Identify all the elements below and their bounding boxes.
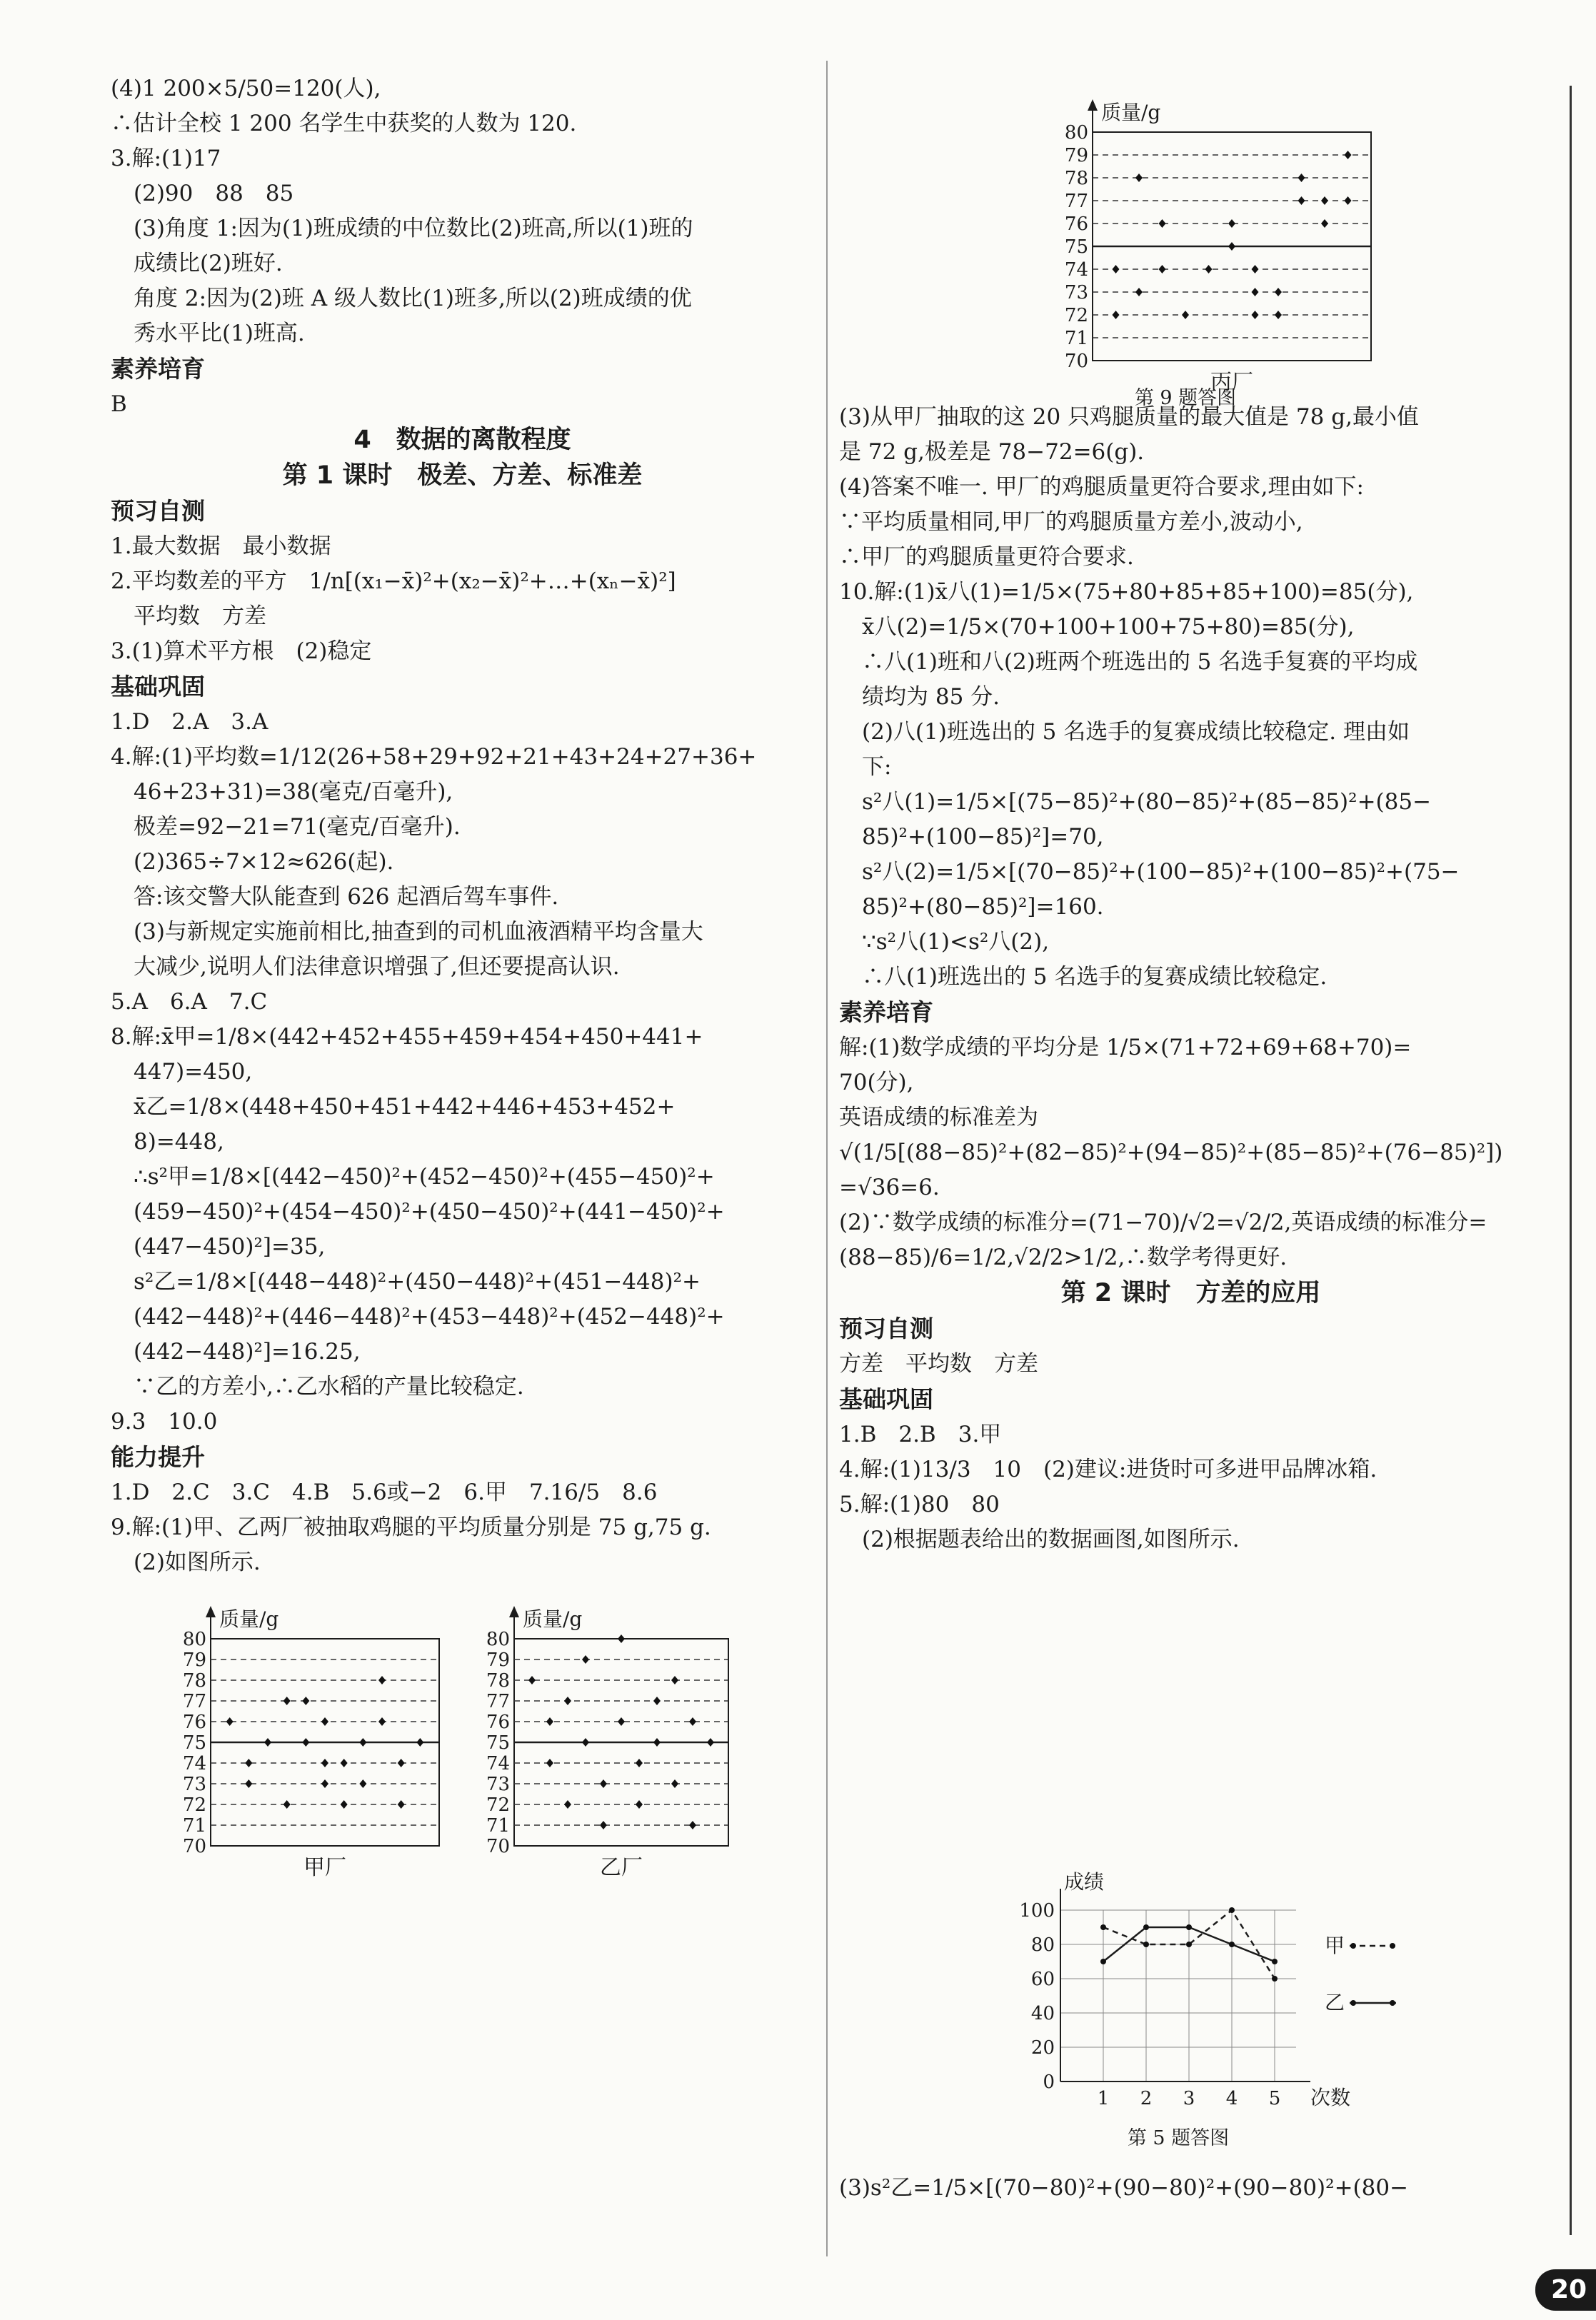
left-line-17: 基础巩固 [111,673,205,700]
y-tick-label: 73 [1064,282,1088,303]
left-line-10: 4 数据的离散程度 [353,426,571,454]
data-point [1113,311,1120,319]
y-tick-label: 79 [1064,145,1088,166]
series-point [1100,1959,1106,1964]
data-point [359,1779,366,1788]
right-line-1: 是 72 g,极差是 78−72=6(g). [839,439,1145,465]
data-point [689,1717,696,1726]
data-point [528,1676,536,1684]
left-line-15: 平均数 方差 [134,603,266,629]
right-line-14: 85)²+(80−85)²]=160. [862,894,1104,920]
y-tick-label: 80 [182,1629,206,1650]
left-line-8: 素养培育 [111,355,205,383]
x-tick-label: 4 [1225,2088,1238,2109]
left-line-33: (447−450)²]=35, [134,1234,326,1260]
series-point [1143,1924,1149,1930]
data-point [671,1676,678,1684]
y-tick-label: 20 [1030,2037,1055,2059]
right-line-31: 5.解:(1)80 80 [839,1492,1000,1517]
y-tick-label: 71 [182,1815,206,1837]
data-point [1135,174,1143,182]
right-line-19: 70(分), [839,1070,914,1095]
right-line-5: 10.解:(1)x̄八(1)=1/5×(75+80+85+85+100)=85(分), [839,579,1414,605]
left-line-12: 预习自测 [111,497,205,525]
left-line-14: 2.平均数差的平方 1/n[(x₁−x̄)²+(x₂−x̄)²+…+(xₙ−x̄)²] [111,568,676,594]
left-line-11: 第 1 课时 极差、方差、标准差 [282,461,643,490]
y-tick-label: 71 [486,1815,510,1837]
data-point [1228,242,1235,251]
chart-bing-factory [1043,79,1400,400]
y-axis-label: 质量/g [1101,101,1161,124]
y-axis-label: 质量/g [219,1607,279,1631]
left-line-42: (2)如图所示. [134,1550,261,1575]
data-point [226,1717,234,1726]
y-tick-label: 78 [486,1670,510,1692]
data-point [600,1779,607,1788]
data-point [1159,265,1166,273]
left-line-3: (2)90 88 85 [134,181,294,206]
left-line-16: 3.(1)算术平方根 (2)稳定 [111,638,372,664]
y-tick-label: 72 [486,1794,510,1816]
data-point [1275,311,1282,319]
legend-label: 甲 [1325,1934,1345,1957]
y-tick-label: 74 [1064,259,1088,281]
data-point [321,1717,328,1726]
data-point [1345,151,1352,159]
data-point [1228,219,1235,228]
data-point [1298,174,1305,182]
data-point [1135,288,1143,296]
data-point [689,1821,696,1829]
right-line-23: (2)∵数学成绩的标准分=(71−70)/√2=√2/2,英语成绩的标准分= [839,1210,1487,1235]
left-line-20: 46+23+31)=38(毫克/百毫升), [134,779,453,805]
series-point [1100,1924,1106,1930]
data-point [671,1779,678,1788]
data-point [321,1779,328,1788]
right-line-0: (3)从甲厂抽取的这 20 只鸡腿质量的最大值是 78 g,最小值 [839,404,1419,430]
left-line-32: (459−450)²+(454−450)²+(450−450)²+(441−450)²+ [134,1199,725,1225]
data-point [1252,288,1259,296]
data-point [636,1800,643,1809]
left-line-9: B [111,391,127,417]
right-line-24: (88−85)/6=1/2,√2/2>1/2,∴数学考得更好. [839,1245,1288,1270]
data-point [245,1779,252,1788]
series-point [1186,1942,1192,1947]
data-point [1321,196,1328,205]
data-point [1275,288,1282,296]
data-point [302,1738,309,1747]
left-line-22: (2)365÷7×12≈626(起). [134,849,394,875]
y-axis-label: 质量/g [523,1607,583,1631]
y-tick-label: 77 [486,1691,510,1712]
series-point [1229,1942,1235,1947]
y-tick-label: 72 [1064,305,1088,326]
caption-9: 第 9 题答图 [1134,387,1237,409]
left-line-2: 3.解:(1)17 [111,146,221,171]
y-tick-label: 60 [1030,1969,1055,1990]
data-point [600,1821,607,1829]
y-tick-label: 79 [486,1649,510,1671]
right-line-13: s²八(2)=1/5×[(70−85)²+(100−85)²+(100−85)²+(75− [862,859,1460,885]
data-point [1345,196,1352,205]
y-tick-label: 73 [182,1774,206,1795]
right-line-25: 第 2 课时 方差的应用 [1060,1279,1321,1307]
left-line-40: 1.D 2.C 3.C 4.B 5.6或−2 6.甲 7.16/5 8.6 [111,1480,658,1505]
right-line-10: 下: [862,754,892,780]
left-line-26: 5.A 6.A 7.C [111,989,268,1015]
left-line-7: 秀水平比(1)班高. [134,321,305,346]
y-tick-label: 73 [486,1774,510,1795]
left-line-30: 8)=448, [134,1129,224,1155]
series-point [1272,1959,1278,1964]
left-line-29: x̄乙=1/8×(448+450+451+442+446+453+452+ [134,1094,676,1120]
right-line-27: 方差 平均数 方差 [839,1351,1038,1377]
y-tick-label: 76 [182,1712,206,1733]
y-axis-arrow [206,1606,216,1617]
y-tick-label: 0 [1043,2072,1055,2093]
x-axis-label: 次数 [1310,2086,1351,2109]
y-tick-label: 70 [1064,351,1088,372]
y-tick-label: 72 [182,1794,206,1816]
column-divider [826,61,828,2256]
chart-title: 乙厂 [600,1855,643,1880]
data-point [564,1800,571,1809]
series-point [1186,1924,1192,1930]
series-point [1143,1942,1149,1947]
data-point [283,1697,291,1705]
y-tick-label: 79 [182,1649,206,1671]
y-tick-label: 77 [1064,191,1088,212]
data-point [1252,311,1259,319]
right-line-4: ∴甲厂的鸡腿质量更符合要求. [839,544,1134,570]
y-tick-label: 78 [1064,168,1088,189]
right-line-11: s²八(1)=1/5×[(75−85)²+(80−85)²+(85−85)²+(85− [862,789,1432,815]
data-point [546,1759,553,1767]
right-line-12: 85)²+(100−85)²]=70, [862,824,1104,850]
y-tick-label: 100 [1019,1900,1055,1922]
y-tick-label: 77 [182,1691,206,1712]
page-edge-line [1570,86,1572,2235]
left-line-41: 9.解:(1)甲、乙两厂被抽取鸡腿的平均质量分别是 75 g,75 g. [111,1515,711,1540]
y-tick-label: 75 [486,1732,510,1754]
legend-dot [1390,2000,1395,2006]
series-point [1229,1907,1235,1913]
y-tick-label: 76 [486,1712,510,1733]
left-line-31: ∴s²甲=1/8×[(442−450)²+(452−450)²+(455−450)²+ [134,1164,715,1190]
right-line-28: 基础巩固 [839,1385,933,1413]
left-line-24: (3)与新规定实施前相比,抽查到的司机血液酒精平均含量大 [134,919,703,945]
y-tick-label: 80 [1064,122,1088,144]
left-line-39: 能力提升 [111,1443,205,1471]
data-point [245,1759,252,1767]
y-tick-label: 80 [1030,1934,1055,1956]
left-line-37: ∵乙的方差小,∴乙水稻的产量比较稳定. [134,1374,524,1400]
left-line-5: 成绩比(2)班好. [134,251,283,276]
data-point [378,1676,386,1684]
y-tick-label: 78 [182,1670,206,1692]
x-tick-label: 1 [1097,2088,1110,2109]
right-line-20: 英语成绩的标准差为 [839,1105,1038,1130]
x-tick-label: 3 [1183,2088,1195,2109]
chart-question-5 [1000,1871,1442,2114]
left-line-13: 1.最大数据 最小数据 [111,533,331,559]
right-line-32: (2)根据题表给出的数据画图,如图所示. [862,1527,1240,1552]
right-line-3: ∵平均质量相同,甲厂的鸡腿质量方差小,波动小, [839,509,1303,535]
legend-dot [1350,2000,1356,2006]
data-point [1298,196,1305,205]
data-point [582,1738,589,1747]
legend-dot [1350,1943,1356,1949]
x-tick-label: 2 [1140,2088,1153,2109]
data-point [302,1697,309,1705]
left-line-6: 角度 2:因为(2)班 A 级人数比(1)班多,所以(2)班成绩的优 [134,286,692,311]
data-point [341,1800,348,1809]
right-line-2: (4)答案不唯一. 甲厂的鸡腿质量更符合要求,理由如下: [839,474,1364,500]
data-point [618,1717,625,1726]
data-point [1182,311,1189,319]
data-point [1113,265,1120,273]
data-point [264,1738,271,1747]
y-tick-label: 74 [486,1753,510,1774]
y-tick-label: 71 [1064,328,1088,349]
right-line-21: √(1/5[(88−85)²+(82−85)²+(94−85)²+(85−85)²+(76−85)²]) [839,1140,1503,1165]
data-point [618,1634,625,1643]
right-line-8: 绩均为 85 分. [862,684,1000,710]
right-line-9: (2)八(1)班选出的 5 名选手的复赛成绩比较稳定. 理由如 [862,719,1410,745]
data-point [378,1717,386,1726]
chart-title: 甲厂 [303,1855,346,1880]
right-line-18: 解:(1)数学成绩的平均分是 1/5×(71+72+69+68+70)= [839,1035,1412,1060]
right-line-30: 4.解:(1)13/3 10 (2)建议:进货时可多进甲品牌冰箱. [839,1457,1377,1482]
data-point [546,1717,553,1726]
x-tick-label: 5 [1268,2088,1281,2109]
data-point [582,1655,589,1664]
y-tick-label: 76 [1064,214,1088,235]
y-tick-label: 40 [1030,2003,1055,2024]
data-point [321,1759,328,1767]
right-line-22: =√36=6. [839,1175,940,1200]
left-line-38: 9.3 10.0 [111,1409,218,1435]
left-line-4: (3)角度 1:因为(1)班成绩的中位数比(2)班高,所以(1)班的 [134,216,693,241]
left-line-0: (4)1 200×5/50=120(人), [111,76,381,101]
right-line-7: ∴八(1)班和八(2)班两个班选出的 5 名选手复赛的平均成 [862,649,1418,675]
chart-group-9-jia-yi [111,1603,814,1882]
data-point [653,1738,661,1747]
data-point [1321,219,1328,228]
data-point [1205,265,1213,273]
data-point [283,1800,291,1809]
right-line-15: ∵s²八(1)<s²八(2), [862,929,1050,955]
right-line-6: x̄八(2)=1/5×(70+100+100+75+80)=85(分), [862,614,1355,640]
y-axis-arrow [509,1606,519,1617]
right-line-17: 素养培育 [839,998,933,1026]
data-point [707,1738,714,1747]
left-line-1: ∴估计全校 1 200 名学生中获奖的人数为 120. [111,111,577,136]
y-tick-label: 75 [1064,236,1088,258]
legend-label: 乙 [1325,1991,1345,2014]
left-line-19: 4.解:(1)平均数=1/12(26+58+29+92+21+43+24+27+36+ [111,744,757,770]
y-axis-label: 成绩 [1064,1870,1105,1894]
left-line-21: 极差=92−21=71(毫克/百毫升). [134,814,461,840]
data-point [1252,265,1259,273]
left-line-27: 8.解:x̄甲=1/8×(442+452+455+459+454+450+441+ [111,1024,703,1050]
legend-dot [1390,1943,1395,1949]
left-line-36: (442−448)²]=16.25, [134,1339,361,1365]
left-line-25: 大减少,说明人们法律意识增强了,但还要提高认识. [134,954,620,980]
right-column [839,400,1542,1557]
data-point [398,1800,405,1809]
data-point [416,1738,423,1747]
y-tick-label: 80 [486,1629,510,1650]
page-number: 20 [1535,2269,1596,2311]
y-axis-arrow [1088,99,1098,111]
chart-title: 丙厂 [1210,370,1253,395]
data-point [341,1759,348,1767]
data-point [653,1697,661,1705]
left-column [111,71,814,1580]
last-line: (3)s²乙=1/5×[(70−80)²+(90−80)²+(90−80)²+(80− [839,2175,1409,2201]
series-point [1272,1976,1278,1982]
y-tick-label: 70 [486,1836,510,1857]
left-line-23: 答:该交警大队能查到 626 起酒后驾车事件. [134,884,559,910]
caption-5: 第 5 题答图 [1127,2127,1230,2149]
data-point [1159,219,1166,228]
right-line-16: ∴八(1)班选出的 5 名选手的复赛成绩比较稳定. [862,964,1328,990]
y-tick-label: 70 [182,1836,206,1857]
y-tick-label: 74 [182,1753,206,1774]
left-line-28: 447)=450, [134,1059,253,1085]
data-point [564,1697,571,1705]
left-line-34: s²乙=1/8×[(448−448)²+(450−448)²+(451−448)²+ [134,1269,701,1295]
data-point [398,1759,405,1767]
right-line-26: 预习自测 [839,1315,933,1342]
data-point [636,1759,643,1767]
right-line-29: 1.B 2.B 3.甲 [839,1422,1002,1447]
left-line-18: 1.D 2.A 3.A [111,709,268,735]
y-tick-label: 75 [182,1732,206,1754]
data-point [359,1738,366,1747]
left-line-35: (442−448)²+(446−448)²+(453−448)²+(452−448)²+ [134,1304,725,1330]
